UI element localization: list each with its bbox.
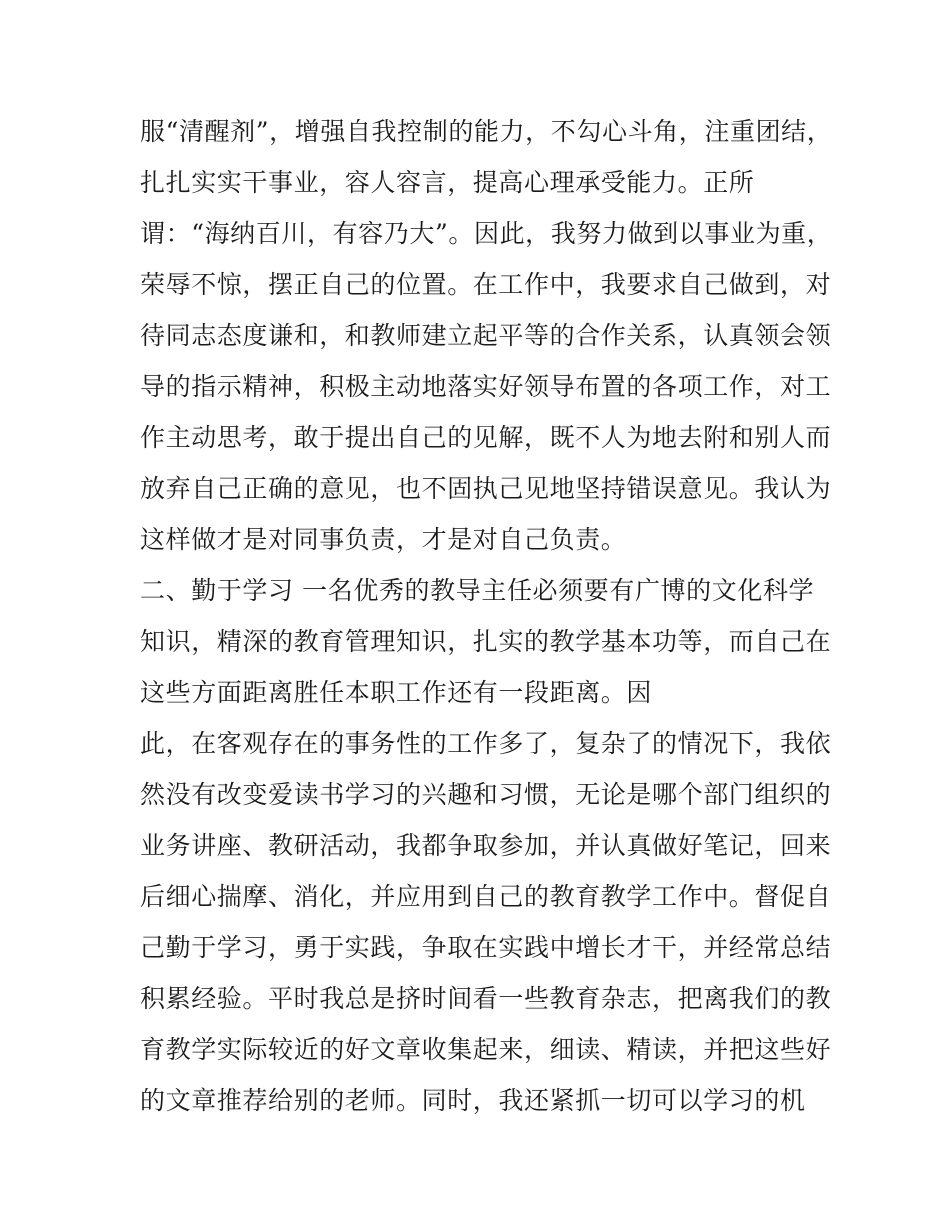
section-heading-line: 二、勤于学习 一名优秀的教导主任必须要有广博的文化科学 xyxy=(140,576,815,605)
text-line: 待同志态度谦和，和教师建立起平等的合作关系，认真领会领 xyxy=(140,321,832,350)
text-line: 谓：“海纳百川，有容乃大”。因此，我努力做到以事业为重， xyxy=(140,219,833,248)
text-line: 己勤于学习，勇于实践，争取在实践中增长才干，并经常总结 xyxy=(140,933,832,962)
text-line: 育教学实际较近的好文章收集起来，细读、精读，并把这些好 xyxy=(140,1035,832,1064)
text-line: 这些方面距离胜任本职工作还有一段距离。因 xyxy=(140,678,653,707)
text-line: 服“清醒剂”，增强自我控制的能力，不勾心斗角，注重团结， xyxy=(140,117,833,146)
text-line: 荣辱不惊，摆正自己的位置。在工作中，我要求自己做到，对 xyxy=(140,270,832,299)
text-line: 扎扎实实干事业，容人容言，提高心理承受能力。正所 xyxy=(140,168,755,197)
text-line: 放弃自己正确的意见，也不固执己见地坚持错误意见。我认为 xyxy=(140,474,832,503)
text-line: 积累经验。平时我总是挤时间看一些教育杂志，把离我们的教 xyxy=(140,984,832,1013)
text-line: 后细心揣摩、消化，并应用到自己的教育教学工作中。督促自 xyxy=(140,882,832,911)
text-line: 作主动思考，敢于提出自己的见解，既不人为地去附和别人而 xyxy=(140,423,832,452)
text-line: 此，在客观存在的事务性的工作多了，复杂了的情况下，我依 xyxy=(140,729,832,758)
text-line: 然没有改变爱读书学习的兴趣和习惯，无论是哪个部门组织的 xyxy=(140,780,832,809)
text-line: 导的指示精神，积极主动地落实好领导布置的各项工作，对工 xyxy=(140,372,832,401)
text-line: 这样做才是对同事负责，才是对自己负责。 xyxy=(140,525,627,554)
text-line: 的文章推荐给别的老师。同时，我还紧抓一切可以学习的机 xyxy=(140,1086,806,1115)
body-text xyxy=(140,106,833,1126)
text-line: 业务讲座、教研活动，我都争取参加，并认真做好笔记，回来 xyxy=(140,831,832,860)
text-line: 知识，精深的教育管理知识，扎实的教学基本功等，而自己在 xyxy=(140,627,832,656)
